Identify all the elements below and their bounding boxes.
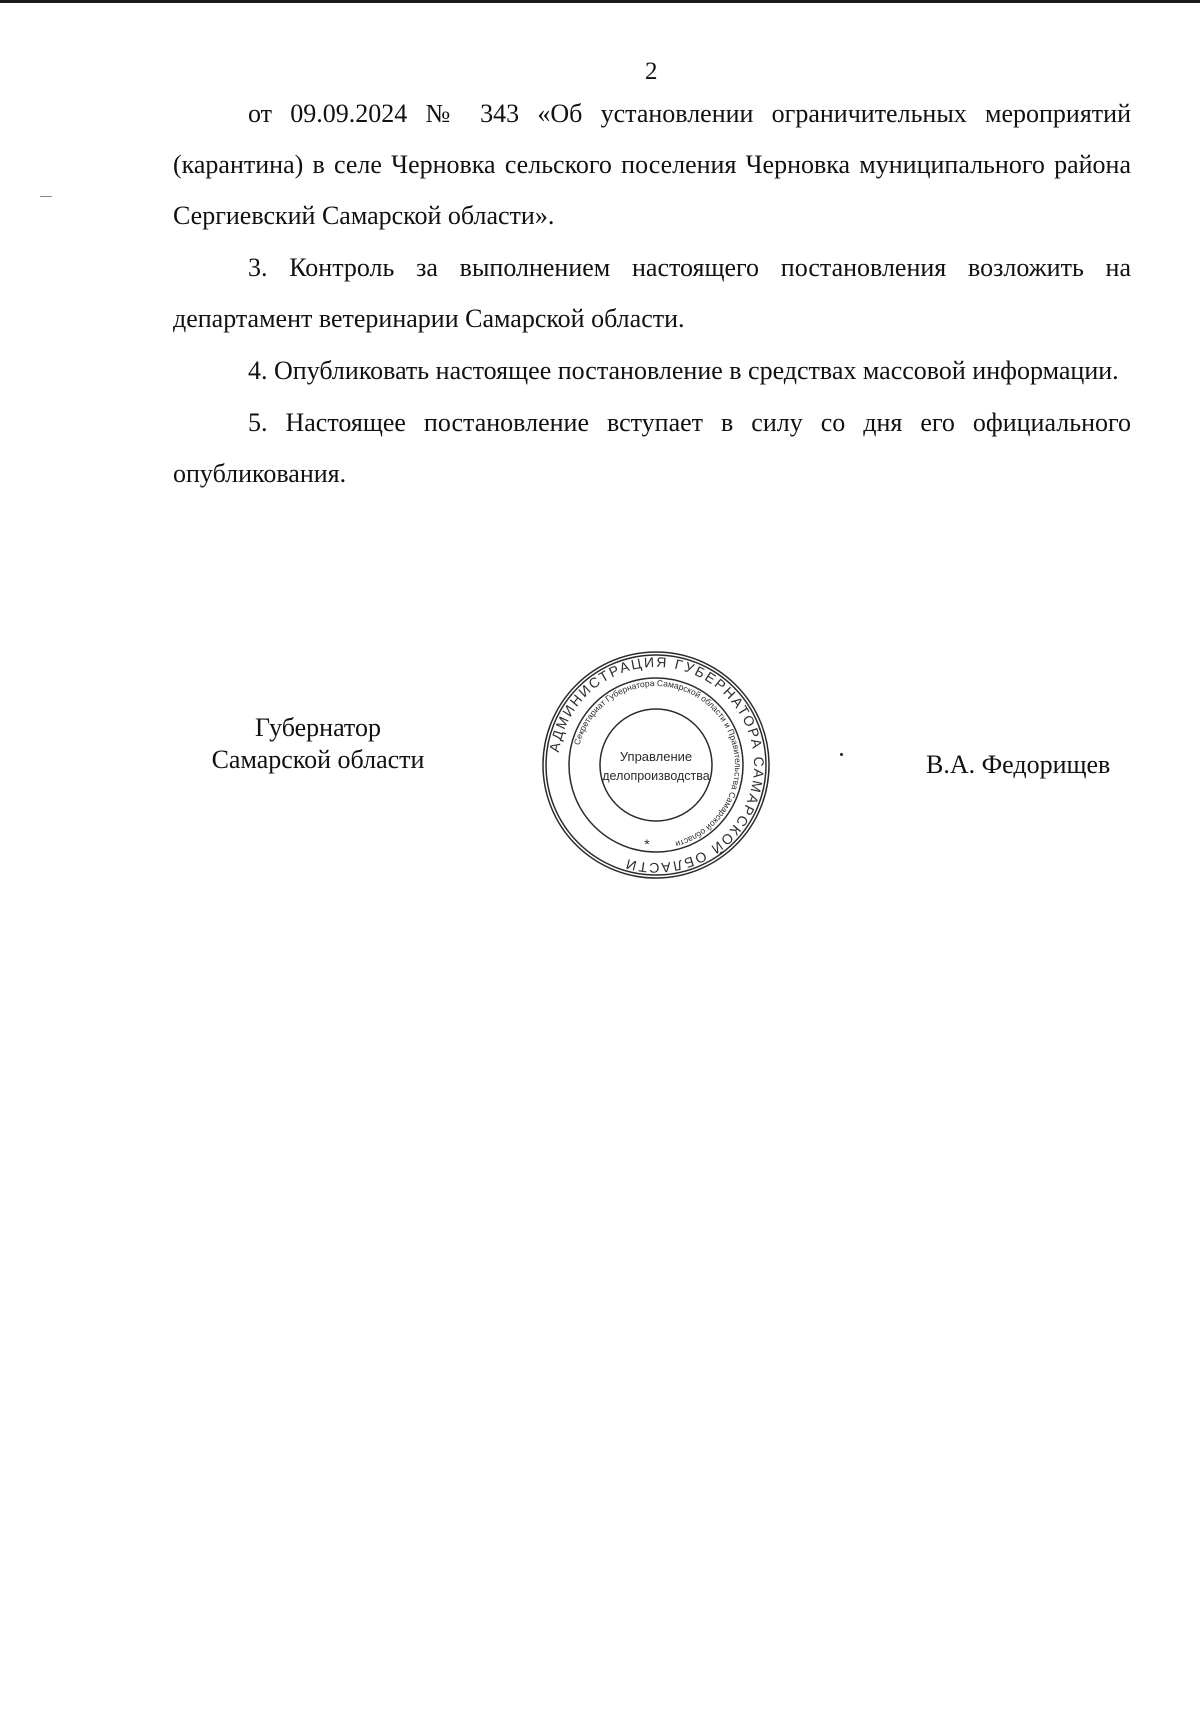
stamp-outer-text: АДМИНИСТРАЦИЯ ГУБЕРНАТОРА САМАРСКОЙ ОБЛАСТИ [545, 653, 768, 877]
paragraph-item-4: 4. Опубликовать настоящее постановление в средствах массовой информации. [248, 356, 1119, 385]
stamp-star-icon: * [644, 836, 650, 852]
paragraph-item-5: 5. Настоящее постановление вступает в силу со дня его официального опубликования. [173, 408, 1131, 488]
official-seal-stamp [540, 649, 772, 881]
top-border-line [0, 0, 1200, 3]
paragraph-continuation: от 09.09.2024 № 343 «Об установлении ограничительных мероприятий (карантина) в селе Черновка сельского поселения Черновка муниципального района Сергиевский Самарской области». [173, 99, 1131, 230]
signature-mark [840, 753, 843, 756]
margin-mark [40, 196, 52, 197]
stamp-inner-text: Секретариат Губернатора Самарской области и Правительства Самарской области [571, 677, 744, 850]
paragraph-item-3: 3. Контроль за выполнением настоящего постановления возложить на департамент ветеринарии Самарской области. [173, 253, 1131, 333]
signatory-position [203, 712, 433, 776]
document-body [173, 88, 1131, 499]
page-number: 2 [645, 58, 658, 85]
signatory-name: В.А. Федорищев [926, 750, 1111, 779]
stamp-inner-ring [600, 709, 712, 821]
signatory-position-line2: Самарской области [211, 745, 425, 774]
stamp-center-line1: Управление [619, 749, 693, 764]
stamp-center-line2: делопроизводства [602, 769, 710, 783]
signatory-position-line1: Губернатор [255, 713, 381, 742]
